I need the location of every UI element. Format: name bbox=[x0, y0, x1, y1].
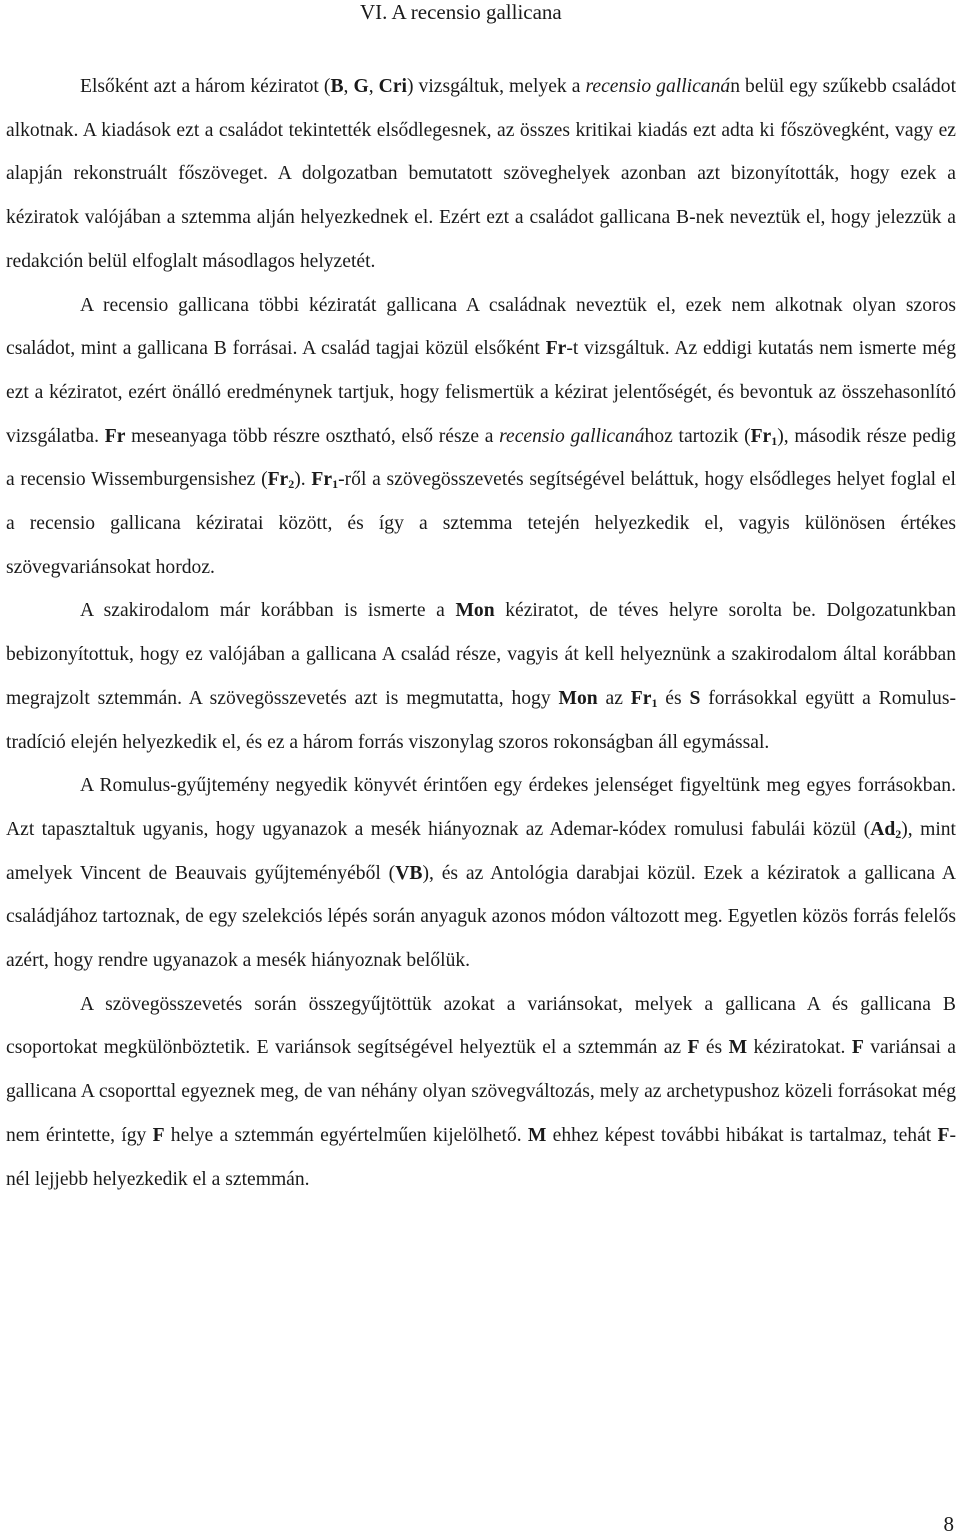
text-run: ) vizsgáltuk, melyek a bbox=[406, 76, 586, 97]
text-run: meseanyaga több részre osztható, első része a bbox=[125, 425, 500, 447]
text-run: -ről a szövegösszevetés segítségével beláttuk, hogy elsődleges helyet foglal el a recensio gallicana kéziratai között, és így a sztemma tetején helyezkedik el, vagyis különösen értékes szövegvariánsokat hordoz. bbox=[6, 469, 956, 578]
italic-term: recensio gallicaná bbox=[585, 76, 731, 97]
text-run: ehhez képest további hibákat is tartalmaz, tehát bbox=[546, 1124, 938, 1146]
text-run: A szakirodalom már korábban is ismerte a bbox=[80, 600, 456, 622]
bold-siglum: F bbox=[687, 1037, 700, 1059]
italic-term: recensio gallicaná bbox=[499, 425, 645, 447]
text-run: kéziratot, de téves helyre sorolta be. Dolgozatunkban bebizonyítottuk, hogy ez valójában a gallicana A család része, vagyis át kell helyeznünk a szakirodalom által korábban megrajzolt sztemmán. A szövegösszevetés azt is megmutatta, hogy bbox=[6, 600, 956, 709]
bold-siglum: VB bbox=[395, 862, 423, 884]
bold-siglum: 1 bbox=[651, 695, 658, 710]
bold-siglum: Mon bbox=[558, 687, 598, 709]
bold-siglum: Fr bbox=[545, 338, 567, 360]
text-run: Elsőként azt a három kéziratot ( bbox=[80, 76, 331, 97]
paragraph bbox=[6, 589, 956, 764]
bold-siglum: B bbox=[330, 76, 344, 97]
bold-siglum: Mon bbox=[455, 600, 495, 622]
text-run: variánsai a gallicana A csoporttal egyeznek meg, de van néhány olyan szövegváltozás, mely az archetypushoz közeli forrásokat még nem érintette, így bbox=[6, 1037, 957, 1146]
bold-siglum: Fr bbox=[104, 425, 126, 447]
paragraph bbox=[6, 764, 956, 983]
text-run: és bbox=[699, 1037, 729, 1059]
text-run: n belül egy szűkebb családot alkotnak. A kiadások ezt a családot tekintették elsődlegesnek, az összes kritikai kiadás ezt adta ki főszövegként, vagy ez alapján rekonstruált főszöveget. A dolgozatban bemutatott szöveghelyek azonban azt bizonyították, hogy ezek a kéziratok valójában a sztemma alján helyezkednek el. Ezért ezt a családot gallicana B-nek neveztük el, hogy jelezzük a redakción belül elfoglalt másodlagos helyzetét. bbox=[6, 76, 957, 272]
text-run: ), mint amelyek Vincent de Beauvais gyűjteményéből ( bbox=[6, 818, 956, 884]
bold-siglum: F bbox=[851, 1037, 864, 1059]
chapter-heading: VI. A recensio gallicana bbox=[360, 0, 562, 24]
bold-siglum: 1 bbox=[332, 477, 339, 492]
bold-siglum: G bbox=[353, 76, 369, 97]
text-run: helye a sztemmán egyértelműen kijelölhető. bbox=[164, 1124, 528, 1146]
text-run: -nél lejjebb helyezkedik el a sztemmán. bbox=[6, 1124, 956, 1190]
bold-siglum: Ad bbox=[870, 818, 896, 840]
bold-siglum: Fr bbox=[267, 469, 289, 491]
text-run: A Romulus-gyűjtemény negyedik könyvét érintően egy érdekes jelenséget figyeltünk meg egyes forrásokban. Azt tapasztaltuk ugyanis, hogy ugyanazok a mesék hiányoznak az Ademar-kódex romulusi fabulái közül ( bbox=[6, 775, 956, 840]
text-run: forrásokkal együtt a Romulus-tradíció elején helyezkedik el, és ez a három forrás viszonylag szoros rokonságban áll egymással. bbox=[6, 687, 956, 753]
bold-siglum: Fr bbox=[630, 687, 652, 709]
text-run: hoz tartozik ( bbox=[644, 425, 751, 447]
bold-siglum: M bbox=[527, 1124, 547, 1146]
paragraph bbox=[6, 65, 956, 284]
text-run: ), második része pedig a recensio Wissemburgensishez ( bbox=[6, 425, 956, 491]
page-number: 8 bbox=[943, 1512, 954, 1536]
bold-siglum: S bbox=[689, 687, 701, 709]
text-run: kéziratokat. bbox=[747, 1037, 852, 1059]
bold-siglum: 2 bbox=[288, 477, 295, 492]
text-run: A szövegösszevetés során összegyűjtöttük azokat a variánsokat, melyek a gallicana A és gallicana B csoportokat megkülönböztetik. E variánsok segítségével helyeztük el a sztemmán az bbox=[6, 993, 956, 1059]
text-run: ). bbox=[294, 469, 312, 491]
text-run: A recensio gallicana többi kéziratát gallicana A családnak neveztük el, ezek nem alkotnak olyan szoros családot, mint a gallicana B forrásai. A család tagjai közül elsőként bbox=[6, 294, 956, 360]
text-run: ), és az Antológia darabjai közül. Ezek a kéziratok a gallicana A családjához tartoznak, de egy szelekciós lépés során anyaguk azonos módon változott meg. Egyetlen közös forrás felelős azért, hogy rendre ugyanazok a mesék hiányoznak belőlük. bbox=[6, 862, 957, 972]
bold-siglum: 2 bbox=[895, 826, 902, 841]
bold-siglum: Fr bbox=[311, 469, 333, 491]
bold-siglum: F bbox=[937, 1124, 950, 1146]
text-run: és bbox=[657, 687, 690, 709]
paragraph bbox=[6, 983, 956, 1202]
text-run: , bbox=[343, 76, 354, 97]
bold-siglum: F bbox=[152, 1124, 165, 1146]
paragraph bbox=[6, 284, 956, 590]
text-run: az bbox=[597, 687, 631, 709]
bold-siglum: Cri bbox=[378, 76, 407, 97]
bold-siglum: Fr bbox=[750, 425, 772, 447]
text-run: -t vizsgáltuk. Az eddigi kutatás nem ismerte még ezt a kéziratot, ezért önálló eredménynek tartjuk, hogy felismertük a kézirat jelentőségét, és bevontuk az összehasonlító vizsgálatba. bbox=[6, 338, 956, 447]
text-run: , bbox=[368, 76, 379, 97]
bold-siglum: M bbox=[728, 1037, 748, 1059]
bold-siglum: 1 bbox=[771, 433, 778, 448]
document-body bbox=[6, 65, 956, 1201]
